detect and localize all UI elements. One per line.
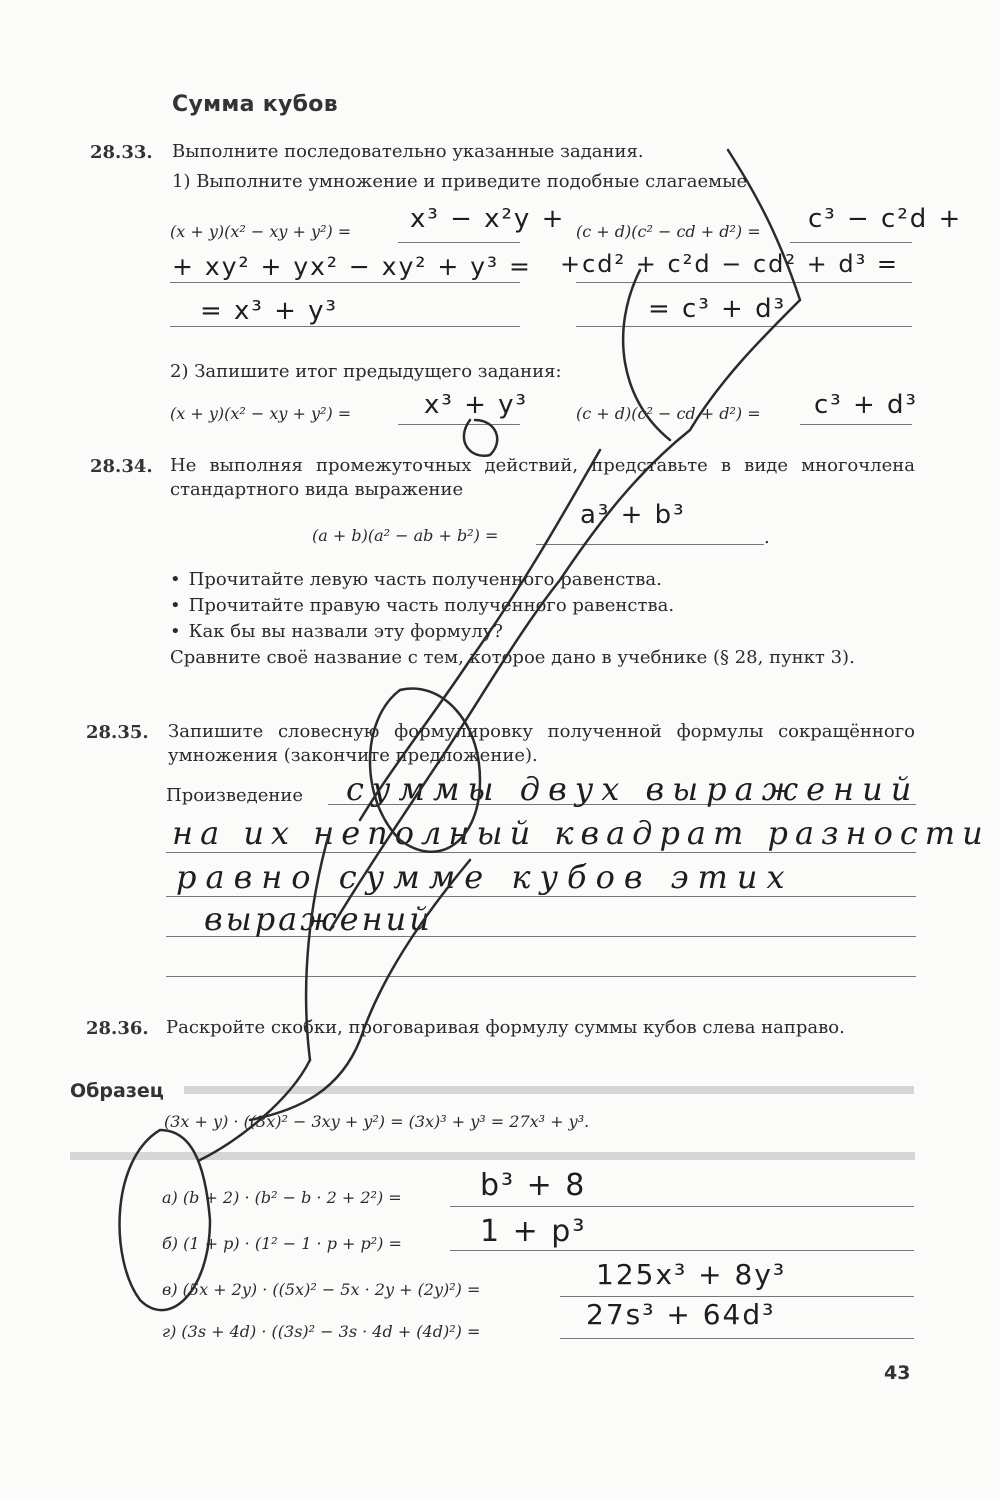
expression-cd-right: (c + d)(c² − cd + d²) =	[576, 222, 761, 241]
exercise-28-36-text: Раскройте скобки, проговаривая формулу суммы кубов слева направо.	[166, 1017, 845, 1038]
bullet-read-left: • Прочитайте левую часть полученного равенства.	[170, 568, 662, 592]
handwritten-answer-cd-2: +cd² + c²d − cd² + d³ =	[560, 250, 899, 278]
handwritten-result-xy: x³ + y³	[424, 390, 528, 420]
page-number: 43	[884, 1362, 911, 1384]
handwritten-formula-line-1: суммы двух выражений	[346, 770, 920, 808]
pen-stroke-tail	[200, 1060, 310, 1160]
handwritten-answer-ab: a³ + b³	[580, 500, 686, 530]
handwritten-answer-cd-1: c³ − c²d +	[808, 204, 963, 234]
expression2-cd-right: (c + d)(c² − cd + d²) =	[576, 404, 761, 423]
exercise-28-33-task1: 1) Выполните умножение и приведите подобные слагаемые.	[172, 171, 753, 192]
exercise-28-33-task2: 2) Запишите итог предыдущего задания:	[170, 361, 562, 382]
pen-stroke-oval-top	[464, 420, 497, 456]
handwritten-formula-line-4: выражений	[204, 900, 433, 938]
bullet-name-formula: • Как бы вы назвали эту формулу?	[170, 620, 503, 644]
exercise-28-34-text: Не выполняя промежуточных действий, представьте в виде многочлена стандартного вида выражение	[170, 455, 915, 500]
exercise-number-28-35: 28.35.	[86, 722, 149, 743]
pen-stroke-circle-mid	[370, 688, 480, 851]
handwritten-formula-line-3: равно сумме кубов этих	[176, 858, 794, 896]
sample-label: Образец	[70, 1080, 164, 1102]
item-d-expression: г) (3s + 4d) · ((3s)² − 3s · 4d + (4d)²) =	[162, 1322, 481, 1341]
item-a-answer: b³ + 8	[480, 1168, 587, 1203]
handwritten-answer-xy-2: + xy² + yx² − xy² + y³ =	[172, 252, 532, 281]
item-a-expression: а) (b + 2) · (b² − b · 2 + 2²) =	[162, 1188, 402, 1207]
item-b-answer: 1 + p³	[480, 1214, 587, 1249]
exercise-28-33-intro: Выполните последовательно указанные задания.	[172, 141, 644, 162]
handwritten-answer-cd-3: = c³ + d³	[648, 294, 787, 324]
bullet-read-right: • Прочитайте правую часть полученного равенства.	[170, 594, 674, 618]
exercise-number-28-36: 28.36.	[86, 1018, 149, 1039]
handwritten-answer-xy-1: x³ − x²y +	[410, 204, 566, 234]
period: .	[764, 527, 770, 548]
exercise-number-28-34: 28.34.	[90, 456, 153, 477]
item-b-expression: б) (1 + p) · (1² − 1 · p + p²) =	[162, 1234, 402, 1253]
handwritten-answer-xy-3: = x³ + y³	[200, 296, 338, 326]
exercise-number-28-33: 28.33.	[90, 142, 153, 163]
pen-stroke-long-diagonal	[330, 150, 800, 930]
expression-ab: (a + b)(a² − ab + b²) =	[312, 526, 499, 545]
item-c-answer: 125x³ + 8y³	[596, 1258, 787, 1291]
handwritten-formula-line-2: на их неполный квадрат разности	[172, 814, 990, 852]
item-c-expression: в) (5x + 2y) · ((5x)² − 5x · 2y + (2y)²) =	[162, 1280, 481, 1299]
expression-xy-left: (x + y)(x² − xy + y²) =	[170, 222, 352, 241]
item-d-answer: 27s³ + 64d³	[586, 1298, 776, 1331]
compare-text: Сравните своё название с тем, которое дано в учебнике (§ 28, пункт 3).	[170, 647, 855, 668]
expression2-xy-left: (x + y)(x² − xy + y²) =	[170, 404, 352, 423]
pen-stroke-sweep	[250, 860, 470, 1120]
exercise-28-35-text: Запишите словесную формулировку полученной формулы сокращённого умножения (закончите предложение).	[168, 721, 915, 766]
formula-lead-word: Произведение	[166, 785, 304, 806]
handwritten-result-cd: c³ + d³	[814, 390, 918, 420]
section-title: Сумма кубов	[172, 92, 338, 117]
pen-stroke-down	[306, 830, 330, 1060]
pen-stroke-oval-bottom	[120, 1130, 210, 1310]
pen-stroke-loop-top	[623, 270, 670, 440]
sample-expression: (3x + y) · ((3x)² − 3xy + y²) = (3x)³ + y³ = 27x³ + y³.	[164, 1112, 590, 1131]
